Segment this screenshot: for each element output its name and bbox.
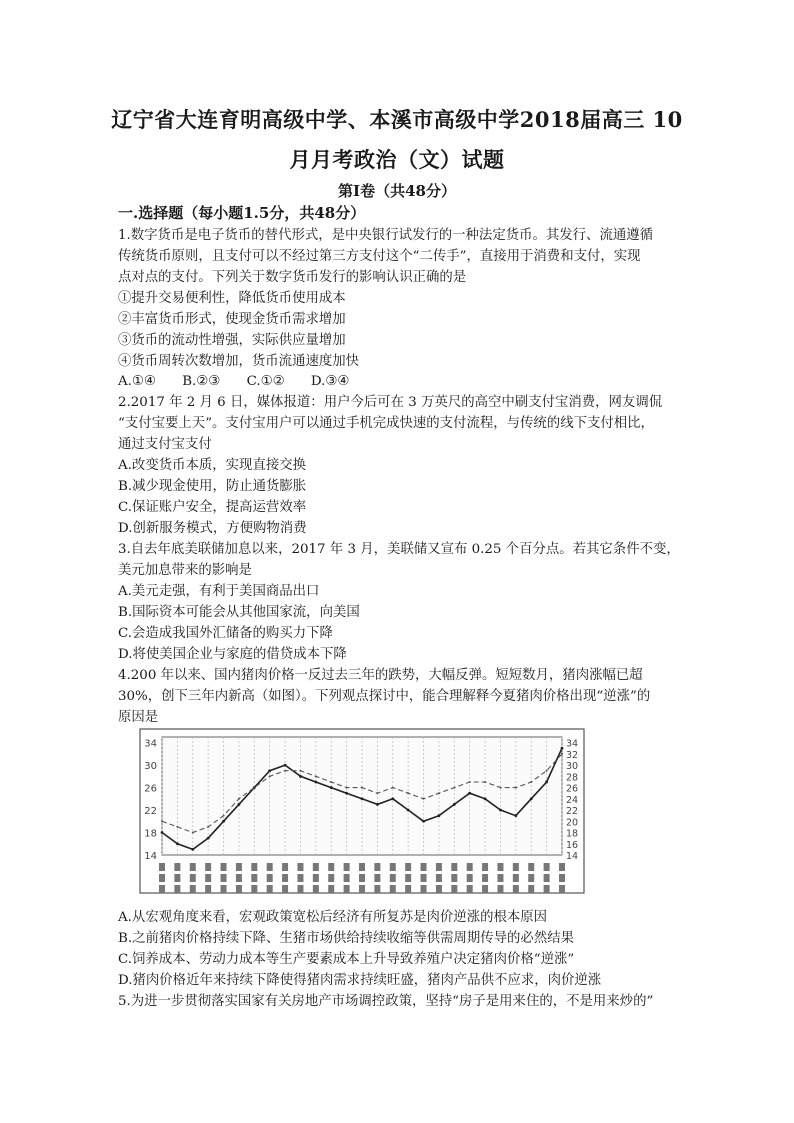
y-tick-right: 16 <box>566 839 579 851</box>
x-tick-mark <box>282 885 288 893</box>
data-point <box>391 797 394 800</box>
x-tick-mark <box>390 885 396 893</box>
data-point <box>499 809 502 812</box>
y-tick-right: 20 <box>566 817 579 829</box>
data-point <box>268 769 271 772</box>
x-tick-mark <box>221 885 227 893</box>
data-point <box>330 786 333 789</box>
data-point <box>530 781 532 783</box>
x-tick-mark <box>482 863 488 871</box>
q4-option-d: D.猪肉价格近年来持续下降使得猪肉需求持续旺盛，猪肉产品供不应求，肉价逆涨 <box>118 973 602 988</box>
x-tick-mark <box>513 874 519 882</box>
x-tick-mark <box>205 874 211 882</box>
x-tick-mark <box>236 863 242 871</box>
x-tick-mark <box>482 885 488 893</box>
data-point <box>438 792 440 794</box>
data-point <box>423 798 425 800</box>
pork-price-chart <box>136 727 588 897</box>
y-tick-left: 22 <box>144 806 157 818</box>
q3-option-a: A.美元走强，有利于美国商品出口 <box>118 584 320 599</box>
exam-title-line2: 月月考政治（文）试题 <box>289 147 505 172</box>
data-point <box>407 809 410 812</box>
q3-option-d: D.将使美国企业与家庭的借贷成本下降 <box>118 647 347 662</box>
x-tick-mark <box>251 874 257 882</box>
y-tick-right: 26 <box>566 783 579 795</box>
y-tick-right: 30 <box>566 761 579 773</box>
q4-stem-line1: 4.200 年以来、国内猪肉价格一反过去三年的跌势，大幅反弹。短短数月，猪肉涨幅已超 <box>118 668 643 683</box>
x-tick-mark <box>405 863 411 871</box>
x-tick-mark <box>405 874 411 882</box>
x-tick-mark <box>328 863 334 871</box>
data-point <box>546 770 548 772</box>
q1-option-c: C.①② <box>246 374 285 389</box>
x-tick-mark <box>221 874 227 882</box>
x-tick-mark <box>190 885 196 893</box>
data-point <box>284 764 287 767</box>
x-tick-mark <box>359 885 365 893</box>
data-point <box>422 820 425 823</box>
data-point <box>392 787 394 789</box>
q4-stem-line2: 30%，创下三年内新高（如图）。下列观点探讨中，能合理解释今夏猪肉价格出现“逆涨”的 <box>118 689 651 704</box>
x-tick-mark <box>174 885 180 893</box>
x-tick-mark <box>544 885 550 893</box>
x-tick-mark <box>390 863 396 871</box>
x-tick-mark <box>359 863 365 871</box>
x-tick-mark <box>374 863 380 871</box>
data-point <box>284 770 286 772</box>
x-tick-mark <box>159 874 165 882</box>
x-tick-mark <box>436 885 442 893</box>
data-point <box>314 781 317 784</box>
x-tick-mark <box>421 885 427 893</box>
y-tick-right: 22 <box>566 806 579 818</box>
y-tick-left: 34 <box>144 738 157 750</box>
data-point <box>161 831 164 834</box>
q1-stem-line3: 点对点的支付。下列关于数字货币发行的影响认识正确的是 <box>118 270 467 285</box>
q1-statement-1: ①提升交易便利性，降低货币使用成本 <box>118 291 346 306</box>
x-tick-mark <box>344 874 350 882</box>
data-point <box>530 797 533 800</box>
x-tick-mark <box>559 885 565 893</box>
exam-title-line1: 辽宁省大连育明高级中学、本溪市高级中学2018届高三 10 <box>111 107 683 132</box>
q3-option-c: C.会造成我国外汇储备的购买力下降 <box>118 626 333 641</box>
data-point <box>376 792 378 794</box>
data-point <box>269 775 271 777</box>
q4-option-b: B.之前猪肉价格持续下降、生猪市场供给持续收缩等供需周期传导的必然结果 <box>118 931 574 946</box>
y-tick-left: 26 <box>144 783 157 795</box>
data-point <box>207 837 210 840</box>
q1-statement-2: ②丰富货币形式，使现金货币需求增加 <box>118 312 346 327</box>
x-tick-mark <box>344 863 350 871</box>
x-tick-mark <box>313 885 319 893</box>
x-tick-mark <box>328 885 334 893</box>
data-point <box>438 814 441 817</box>
x-tick-mark <box>174 874 180 882</box>
y-tick-left: 30 <box>144 761 157 773</box>
data-point <box>499 787 501 789</box>
x-tick-mark <box>421 874 427 882</box>
data-point <box>161 820 163 822</box>
x-tick-mark <box>544 863 550 871</box>
data-point <box>299 770 301 772</box>
y-tick-left: 18 <box>144 828 157 840</box>
data-point <box>315 775 317 777</box>
x-tick-mark <box>497 885 503 893</box>
x-tick-mark <box>451 863 457 871</box>
data-point <box>469 781 471 783</box>
x-tick-mark <box>190 863 196 871</box>
data-point <box>238 798 240 800</box>
x-tick-mark <box>497 863 503 871</box>
data-point <box>361 787 363 789</box>
x-tick-mark <box>374 874 380 882</box>
y-tick-right: 32 <box>566 749 579 761</box>
q1-option-d: D.③④ <box>310 374 350 389</box>
x-tick-mark <box>359 874 365 882</box>
x-tick-mark <box>528 885 534 893</box>
y-tick-left: 14 <box>144 851 157 862</box>
data-point <box>484 781 486 783</box>
q2-option-c: C.保证账户安全，提高运营效率 <box>118 500 307 515</box>
x-tick-mark <box>159 885 165 893</box>
data-point <box>484 797 487 800</box>
x-tick-mark <box>297 885 303 893</box>
data-point <box>330 781 332 783</box>
x-tick-mark <box>297 874 303 882</box>
x-tick-mark <box>267 874 273 882</box>
data-point <box>514 814 517 817</box>
q2-option-a: A.改变货币本质，实现直接交换 <box>118 458 307 473</box>
y-tick-right: 18 <box>566 828 579 840</box>
x-tick-mark <box>374 885 380 893</box>
x-tick-mark <box>451 874 457 882</box>
q2-stem-line1: 2.2017 年 2 月 6 日，媒体报道：用户今后可在 3 万英尺的高空中刷支付宝消费，网友调侃 <box>118 395 663 410</box>
x-tick-mark <box>497 874 503 882</box>
q1-options <box>118 372 371 392</box>
data-point <box>453 787 455 789</box>
data-point <box>407 792 409 794</box>
q4-stem-line3: 原因是 <box>118 710 159 725</box>
x-tick-mark <box>405 885 411 893</box>
x-tick-mark <box>421 863 427 871</box>
data-point <box>253 787 255 789</box>
x-tick-mark <box>205 885 211 893</box>
data-point <box>222 820 225 823</box>
x-tick-mark <box>267 885 273 893</box>
data-point <box>545 781 548 784</box>
q2-option-d: D.创新服务模式，方便购物消费 <box>118 521 307 536</box>
x-tick-mark <box>344 885 350 893</box>
x-tick-mark <box>467 874 473 882</box>
x-tick-mark <box>467 885 473 893</box>
x-tick-mark <box>436 874 442 882</box>
x-tick-mark <box>236 874 242 882</box>
x-tick-mark <box>390 874 396 882</box>
x-tick-mark <box>313 863 319 871</box>
q4-option-a: A.从宏观角度来看，宏观政策宽松后经济有所复苏是肉价逆涨的根本原因 <box>118 910 548 925</box>
data-point <box>192 832 194 834</box>
q1-stem-line2: 传统货币原则，且支付可以不经过第三方支付这个“二传手”，直接用于消费和支付，实现 <box>118 249 641 264</box>
q3-stem-line1: 3.自去年底美联储加息以来，2017 年 3 月，美联储又宣布 0.25 个百分点。若其它条件不变， <box>118 542 680 557</box>
x-tick-mark <box>282 863 288 871</box>
x-tick-mark <box>528 863 534 871</box>
x-tick-mark <box>190 874 196 882</box>
volume-heading: 第Ⅰ卷（共48分） <box>338 182 456 200</box>
x-tick-mark <box>297 863 303 871</box>
data-point <box>223 815 225 817</box>
data-point <box>561 753 563 755</box>
y-tick-right: 34 <box>566 738 579 750</box>
data-point <box>361 797 364 800</box>
x-tick-mark <box>559 863 565 871</box>
x-tick-mark <box>282 874 288 882</box>
x-tick-mark <box>221 863 227 871</box>
data-point <box>376 803 379 806</box>
data-point <box>468 792 471 795</box>
x-tick-mark <box>313 874 319 882</box>
q3-stem-line2: 美元加息带来的影响是 <box>118 563 252 578</box>
data-point <box>346 787 348 789</box>
data-point <box>238 803 241 806</box>
q4-option-c: C.饲养成本、劳动力成本等生产要素成本上升导致养殖户决定猪肉价格“逆涨” <box>118 952 575 967</box>
x-tick-mark <box>251 863 257 871</box>
data-point <box>345 792 348 795</box>
data-point <box>561 747 564 750</box>
x-tick-mark <box>528 874 534 882</box>
x-tick-mark <box>436 863 442 871</box>
q3-option-b: B.国际资本可能会从其他国家流，向美国 <box>118 605 360 620</box>
x-tick-mark <box>174 863 180 871</box>
x-tick-mark <box>559 874 565 882</box>
data-point <box>176 826 178 828</box>
y-tick-right: 24 <box>566 794 579 806</box>
x-tick-mark <box>251 885 257 893</box>
x-tick-mark <box>482 874 488 882</box>
q2-option-b: B.减少现金使用，防止通货膨胀 <box>118 479 307 494</box>
data-point <box>191 848 194 851</box>
x-tick-mark <box>205 863 211 871</box>
x-tick-mark <box>467 863 473 871</box>
x-tick-mark <box>513 863 519 871</box>
q1-option-b: B.②③ <box>182 374 221 389</box>
section-heading: 一.选择题（每小题1.5分，共48分） <box>118 204 366 222</box>
q2-stem-line2: “支付宝要上天”。支付宝用户可以通过手机完成快速的支付流程，与传统的线下支付相比， <box>118 416 654 431</box>
data-point <box>207 826 209 828</box>
q5-stem-line1: 5.为进一步贯彻落实国家有关房地产市场调控政策，坚持“房子是用来住的，不是用来炒的” <box>118 994 654 1009</box>
x-tick-mark <box>236 885 242 893</box>
data-point <box>515 787 517 789</box>
pork-price-chart-svg <box>136 727 588 897</box>
data-point <box>176 842 179 845</box>
x-tick-mark <box>267 863 273 871</box>
q1-statement-4: ④货币周转次数增加，货币流通速度加快 <box>118 354 360 369</box>
x-tick-mark <box>328 874 334 882</box>
y-tick-right: 28 <box>566 772 579 784</box>
y-tick-right: 14 <box>566 851 579 862</box>
q1-option-a: A.①④ <box>118 374 156 389</box>
x-tick-mark <box>544 874 550 882</box>
q2-stem-line3: 通过支付宝支付 <box>118 437 212 452</box>
x-tick-mark <box>159 863 165 871</box>
x-tick-mark <box>451 885 457 893</box>
data-point <box>299 775 302 778</box>
data-point <box>453 803 456 806</box>
q1-statement-3: ③货币的流动性增强，实际供应量增加 <box>118 333 346 348</box>
x-tick-mark <box>513 885 519 893</box>
q1-stem-line1: 1.数字货币是电子货币的替代形式，是中央银行试发行的一种法定货币。其发行、流通遵循 <box>118 228 654 243</box>
